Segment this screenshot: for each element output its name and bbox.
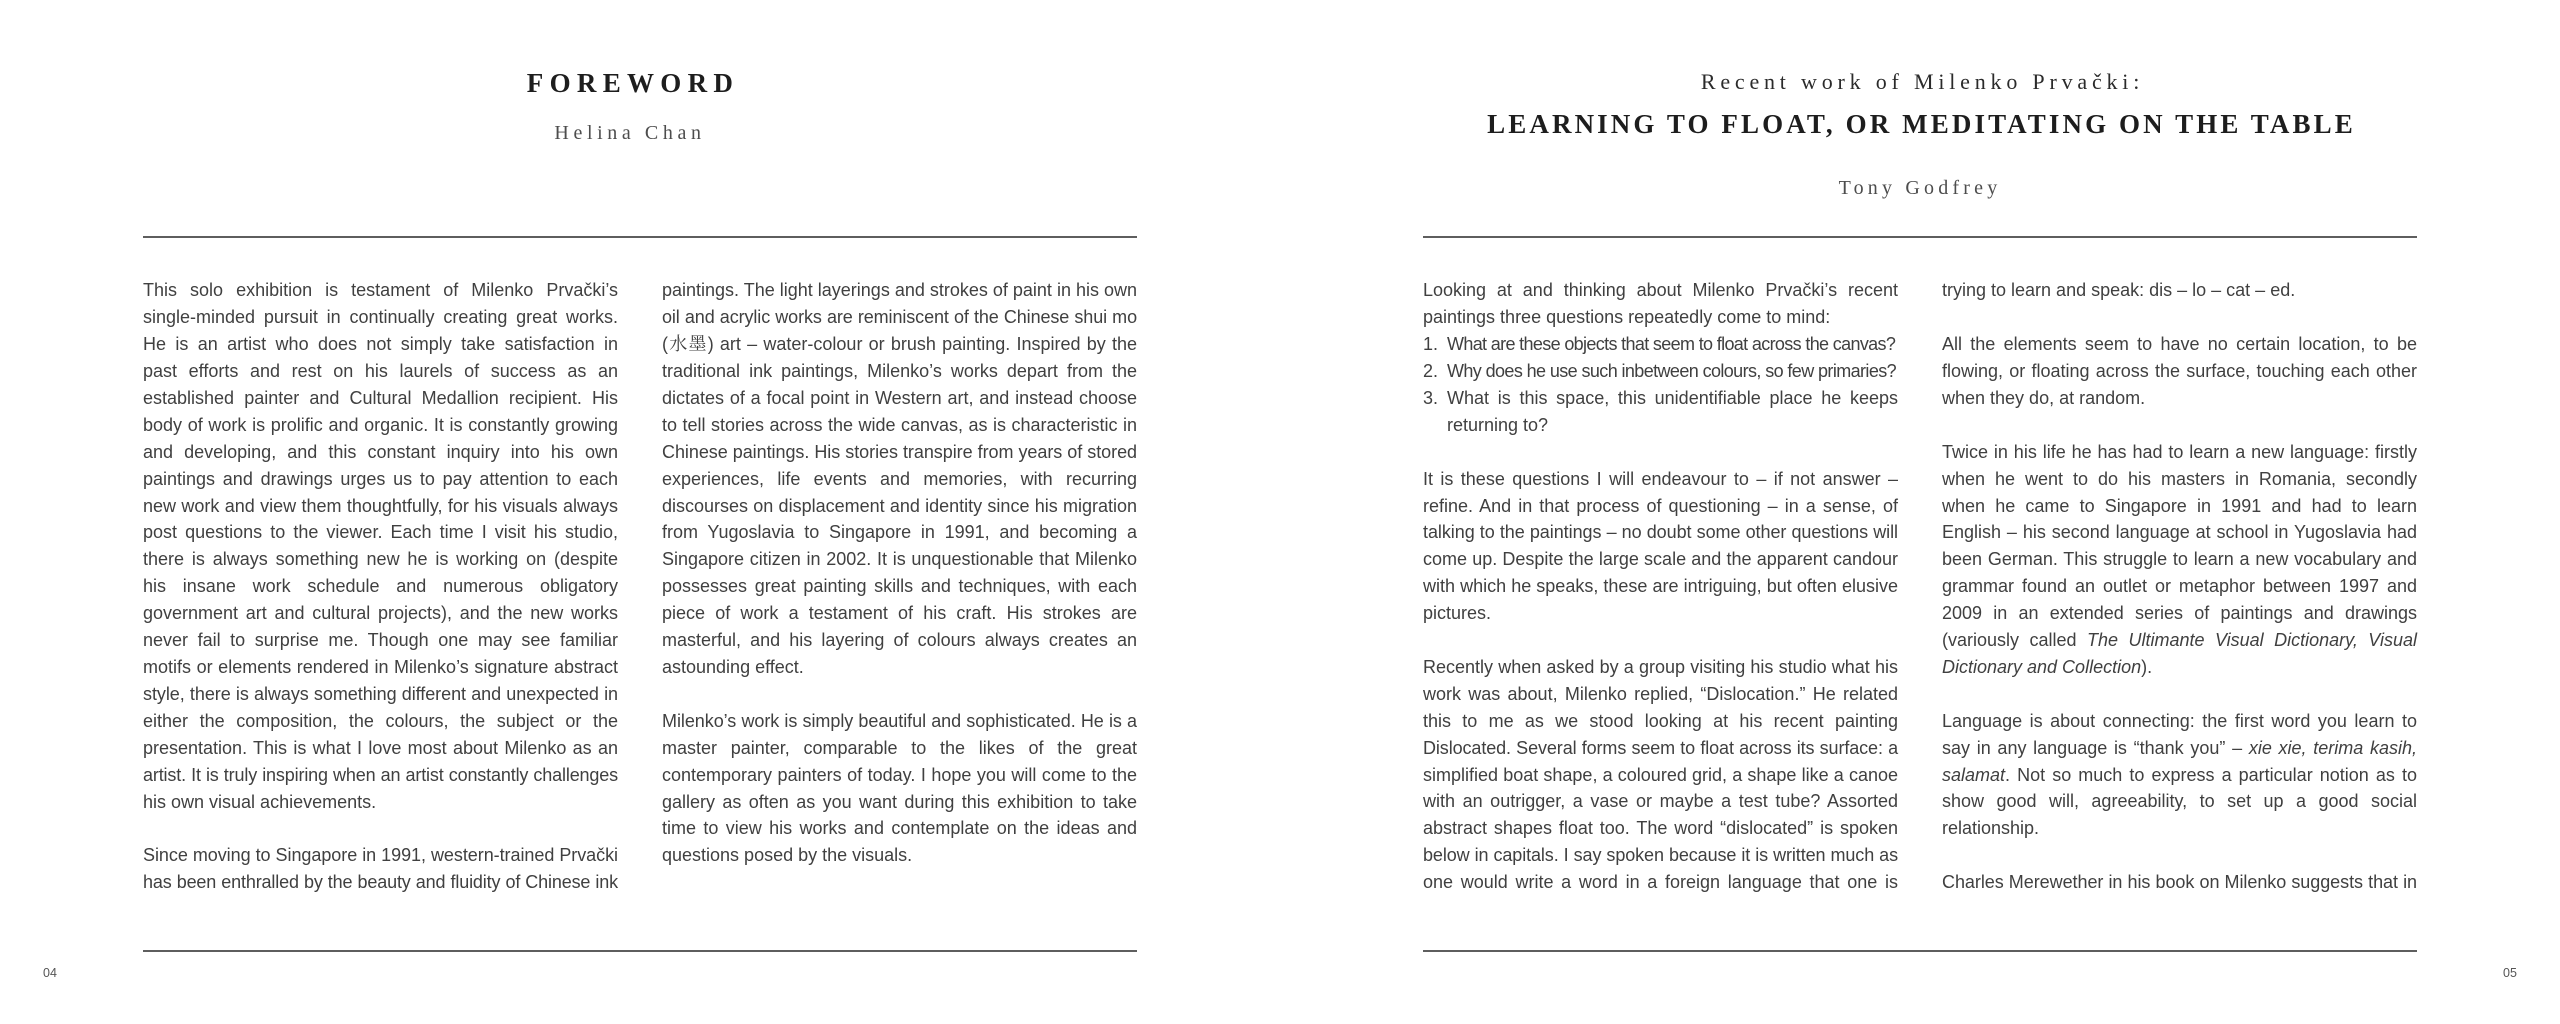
text-line: dictates of a focal point in Western art, and instead choose xyxy=(662,387,1137,408)
text-line: either the composition, the colours, the subject or the xyxy=(143,710,618,731)
text-line: gallery as often as you want during this exhibition to take xyxy=(662,791,1137,812)
text-line: government art and cultural projects), and the new works xyxy=(143,603,618,624)
text-line: piece of work a testament of his craft. His strokes are xyxy=(662,603,1137,624)
text-line: paintings. The light layerings and strokes of paint in his own xyxy=(662,280,1137,301)
text-line: Looking at and thinking about Milenko Prvački’s recent xyxy=(1423,280,1898,301)
text-line xyxy=(1942,627,2417,654)
text-line: (水墨) art – water-colour or brush painting. Inspired by the xyxy=(662,334,1137,355)
text-line: master painter, comparable to the likes of the great xyxy=(662,737,1137,758)
paragraph xyxy=(1423,277,1898,438)
text-line: when they do, at random. xyxy=(1942,387,2146,408)
paragraph xyxy=(662,708,1137,869)
text-line: He is an artist who does not simply take satisfaction in xyxy=(143,334,618,355)
text-line: his insane work schedule and numerous obligatory xyxy=(143,576,618,597)
list-item xyxy=(1423,385,1898,439)
text-line: masterful, and his layering of colours always creates an xyxy=(662,630,1137,651)
text-line: astounding effect. xyxy=(662,656,804,677)
text-line: 2009 in an extended series of paintings and drawings xyxy=(1942,603,2417,624)
text-run: say in any language is “thank you” – xyxy=(1942,737,2249,758)
bottom-rule xyxy=(143,950,1137,952)
text-line: from Yugoslavia to Singapore in 1991, and becoming a xyxy=(662,522,1137,543)
text-line: paintings three questions repeatedly come to mind: xyxy=(1423,307,1831,328)
text-line: questions posed by the visuals. xyxy=(662,845,913,866)
list-marker: 1. xyxy=(1423,334,1439,355)
text-line: presentation. This is what I love most about Milenko as an xyxy=(143,737,618,758)
text-line: to tell stories across the wide canvas, as is characteristic in xyxy=(662,414,1137,435)
paragraph xyxy=(143,277,618,815)
top-rule xyxy=(143,236,1137,238)
italic-text: salamat xyxy=(1942,764,2006,785)
page-title: FOREWORD xyxy=(526,68,740,98)
text-line: pictures. xyxy=(1423,603,1492,624)
text-line: This solo exhibition is testament of Milenko Prvački’s xyxy=(143,280,618,301)
text-line: one would write a word in a foreign language that one is xyxy=(1423,872,1898,893)
text-line: time to view his works and contemplate on the ideas and xyxy=(662,818,1137,839)
page-number: 04 xyxy=(43,965,57,980)
text-line: show good will, agreeability, to set up a good social xyxy=(1942,791,2417,812)
text-line: refine. And in that process of questioning – in a sense, of xyxy=(1423,495,1898,516)
text-line: this to me as we stood looking at his recent painting xyxy=(1423,710,1898,731)
paragraph xyxy=(1942,708,2417,843)
text-line: grammar found an outlet or metaphor between 1997 and xyxy=(1942,576,2417,597)
essay-kicker: Recent work of Milenko Prvački: xyxy=(1700,69,2145,94)
paragraph xyxy=(1423,654,1898,896)
text-column xyxy=(1942,277,2417,896)
text-line xyxy=(1942,762,2417,789)
text-line xyxy=(1942,654,2417,681)
list-marker: 3. xyxy=(1423,387,1439,408)
text-line: relationship. xyxy=(1942,818,2040,839)
text-line: flowing, or floating across the surface, touching each other xyxy=(1942,361,2417,381)
text-column xyxy=(662,277,1137,869)
text-line: What is this space, this unidentifiable place he keeps xyxy=(1447,387,1898,408)
text-line: work was about, Milenko replied, “Dislocation.” He related xyxy=(1423,683,1898,704)
author-byline: Helina Chan xyxy=(554,122,706,144)
text-line: with which he speaks, these are intriguing, but often elusive xyxy=(1423,576,1898,597)
text-line: artist. It is truly inspiring when an artist constantly challenges xyxy=(143,764,618,785)
page-number: 05 xyxy=(2503,965,2517,980)
text-line: returning to? xyxy=(1447,414,1549,435)
text-line: oil and acrylic works are reminiscent of the Chinese shui mo xyxy=(662,307,1137,328)
text-line: trying to learn and speak: dis – lo – cat – ed. xyxy=(1942,280,2296,301)
italic-text: xie xie, terima kasih, xyxy=(2248,737,2417,758)
text-line: Since moving to Singapore in 1991, western-trained Prvački xyxy=(143,845,618,866)
text-line: come up. Despite the large scale and the apparent candour xyxy=(1423,549,1898,570)
list-item xyxy=(1423,358,1898,385)
text-line: abstract shapes float too. The word “dislocated” is spoken xyxy=(1423,818,1898,839)
text-line: his own visual achievements. xyxy=(143,791,377,812)
text-line: when he went to do his masters in Romania, secondly xyxy=(1942,468,2417,489)
text-line: It is these questions I will endeavour to – if not answer – xyxy=(1423,468,1898,489)
text-run: . Not so much to express a particular notion as to xyxy=(2005,764,2417,785)
author-byline: Tony Godfrey xyxy=(1838,177,2002,199)
text-line: past efforts and rest on his laurels of success as an xyxy=(143,361,618,382)
text-line: Milenko’s work is simply beautiful and sophisticated. He is a xyxy=(662,710,1137,731)
text-column xyxy=(143,277,618,896)
text-line: Recently when asked by a group visiting his studio what his xyxy=(1423,656,1898,677)
italic-text: The Ultimante Visual Dictionary, Visual xyxy=(2086,630,2417,651)
text-line: motifs or elements rendered in Milenko’s signature abstract xyxy=(143,656,618,677)
text-line: Twice in his life he has had to learn a new language: firstly xyxy=(1942,441,2417,462)
text-line: post questions to the viewer. Each time I visit his studio, xyxy=(143,522,618,543)
text-line: simplified boat shape, a coloured grid, a shape like a canoe xyxy=(1423,764,1898,785)
italic-text: Dictionary and Collection xyxy=(1942,656,2142,677)
paragraph xyxy=(1423,466,1898,627)
list-item xyxy=(1423,331,1898,358)
paragraph xyxy=(1942,331,2417,412)
text-line: when he came to Singapore in 1991 and had to learn xyxy=(1942,495,2417,516)
text-line: and developing, and this constant inquiry into his own xyxy=(143,441,618,462)
text-run: ). xyxy=(2141,656,2153,677)
text-line: traditional ink paintings, Milenko’s works depart from the xyxy=(662,361,1137,382)
text-line: below in capitals. I say spoken because it is written much as xyxy=(1423,845,1898,866)
numbered-list xyxy=(1423,331,1898,439)
page-title: LEARNING TO FLOAT, OR MEDITATING ON THE TABLE xyxy=(1487,109,2356,139)
paragraph xyxy=(662,277,1137,681)
paragraph xyxy=(143,842,618,896)
text-line xyxy=(1942,735,2417,762)
text-line: there is always something new he is working on (despite xyxy=(143,549,618,570)
text-line: established painter and Cultural Medallion recipient. His xyxy=(143,387,618,408)
bottom-rule xyxy=(1423,950,2417,952)
text-line: possesses great painting skills and techniques, with each xyxy=(662,576,1137,597)
text-line: contemporary painters of today. I hope you will come to the xyxy=(662,764,1137,785)
text-line: style, there is always something different and unexpected in xyxy=(143,683,618,704)
text-column xyxy=(1423,277,1898,896)
text-line: What are these objects that seem to float across the canvas? xyxy=(1447,334,1896,355)
text-line: All the elements seem to have no certain location, to be xyxy=(1942,334,2417,355)
paragraph xyxy=(1942,439,2417,681)
text-line: with an outrigger, a vase or maybe a test tube? Assorted xyxy=(1423,791,1898,812)
list-marker: 2. xyxy=(1423,361,1439,382)
text-line: experiences, life events and memories, with recurring xyxy=(662,468,1137,489)
text-line: new work and view them thoughtfully, for his visuals always xyxy=(143,495,618,516)
right-page xyxy=(1280,0,2560,1024)
top-rule xyxy=(1423,236,2417,238)
text-line: single-minded pursuit in continually creating great works. xyxy=(143,307,618,328)
text-line: English – his second language at school in Yugoslavia had xyxy=(1942,522,2417,543)
text-line: Charles Merewether in his book on Milenko suggests that in xyxy=(1942,872,2417,893)
text-line: been German. This struggle to learn a new vocabulary and xyxy=(1942,549,2417,570)
text-line: Singapore citizen in 2002. It is unquestionable that Milenko xyxy=(662,549,1137,570)
text-line: body of work is prolific and organic. It is constantly growing xyxy=(143,414,618,435)
text-line: never fail to surprise me. Though one may see familiar xyxy=(143,630,618,651)
text-line: Chinese paintings. His stories transpire from years of stored xyxy=(662,441,1137,462)
paragraph xyxy=(1942,277,2417,304)
text-line: talking to the paintings – no doubt some other questions will xyxy=(1423,522,1898,543)
paragraph xyxy=(1942,869,2417,896)
text-line: paintings and drawings urges us to pay attention to each xyxy=(143,468,618,489)
text-line: Why does he use such inbetween colours, so few primaries? xyxy=(1447,361,1897,382)
text-line: has been enthralled by the beauty and fluidity of Chinese ink xyxy=(143,872,618,893)
text-line: Language is about connecting: the first word you learn to xyxy=(1942,710,2417,731)
text-line: discourses on displacement and identity since his migration xyxy=(662,495,1137,516)
text-run: (variously called xyxy=(1942,630,2087,651)
text-line: Dislocated. Several forms seem to float across its surface: a xyxy=(1423,737,1898,758)
